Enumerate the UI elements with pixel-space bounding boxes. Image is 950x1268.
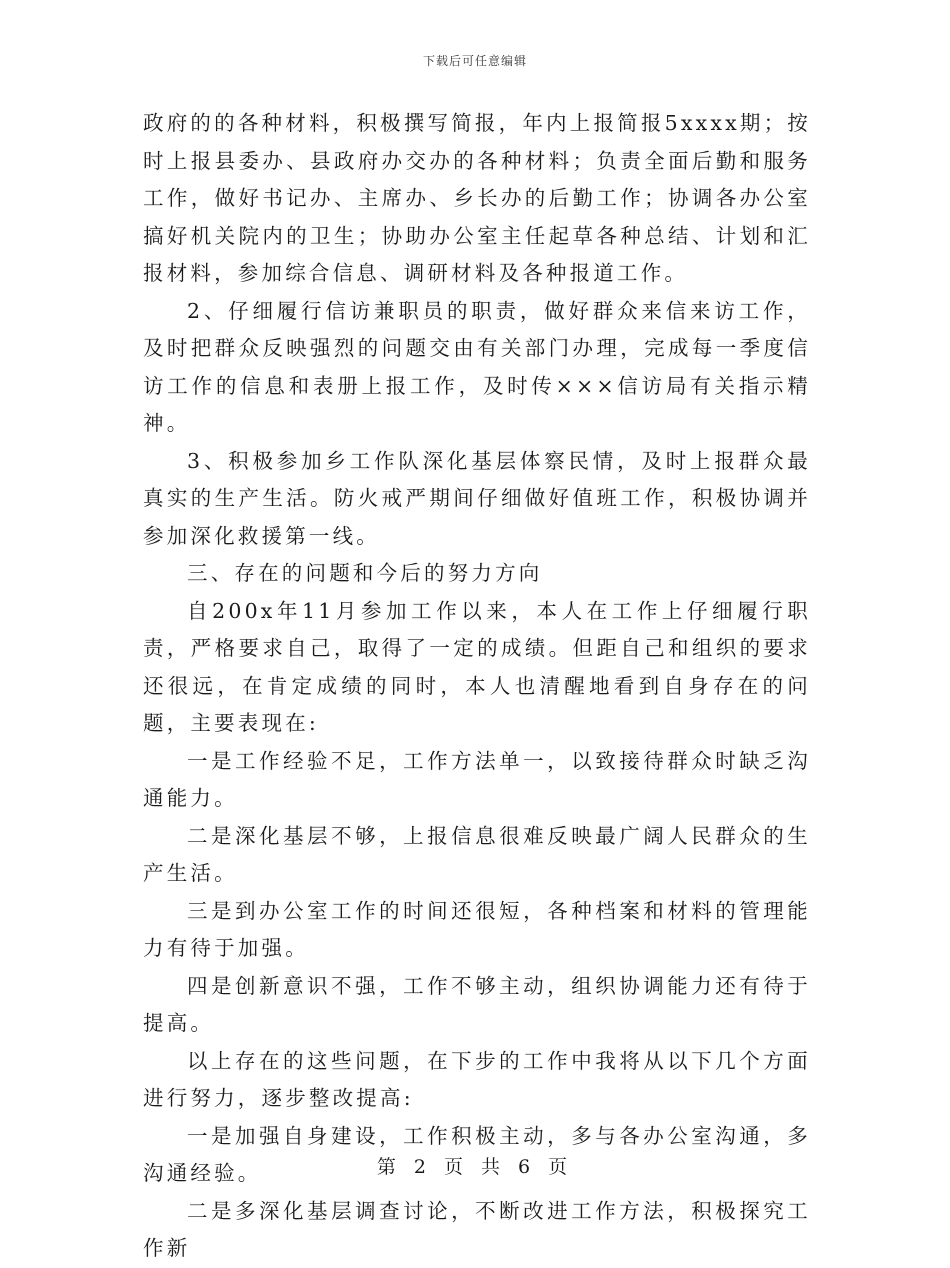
section-heading-problems: 三、存在的问题和今后的努力方向 <box>187 561 543 585</box>
paragraph-1: 政府的的各种材料，积极撰写简报，年内上报简报5xxxx期；按时上报县委办、县政府办交办的各种材料；负责全面后勤和服务工作，做好书记办、主席办、乡长办的后勤工作；协调各办公室搞好机关院内的卫生；协助办公室主任起草各种总结、计划和汇报材料，参加综合信息、调研材料及各种报道工作。 <box>143 111 811 285</box>
improvement-item-2: 二是多深化基层调查讨论，不断改进工作方法，积极探究工作新 <box>143 1198 811 1260</box>
problem-item-1: 一是工作经验不足，工作方法单一，以致接待群众时缺乏沟通能力。 <box>143 748 811 810</box>
problem-item-3: 三是到办公室工作的时间还很短，各种档案和材料的管理能力有待于加强。 <box>143 898 811 960</box>
page-header-note: 下载后可任意编辑 <box>422 54 527 68</box>
paragraph-2: 2、仔细履行信访兼职员的职责，做好群众来信来访工作，及时把群众反映强烈的问题交由有关部门办理，完成每一季度信访工作的信息和表册上报工作，及时传×××信访局有关指示精神。 <box>143 298 811 435</box>
problem-item-2: 二是深化基层不够，上报信息很难反映最广阔人民群众的生产生活。 <box>143 823 811 885</box>
improvement-item-1: 一是加强自身建设，工作积极主动，多与各办公室沟通，多沟通经验。 <box>143 1123 811 1185</box>
document-body <box>143 105 811 1268</box>
page-number-footer: 第 2 页 共 6 页 <box>376 1156 574 1178</box>
paragraph-10: 以上存在的这些问题，在下步的工作中我将从以下几个方面进行努力，逐步整改提高: <box>143 1048 811 1110</box>
problem-item-4: 四是创新意识不强，工作不够主动，组织协调能力还有待于提高。 <box>143 973 811 1035</box>
paragraph-3: 3、积极参加乡工作队深化基层体察民情，及时上报群众最真实的生产生活。防火戒严期间仔细做好值班工作，积极协调并参加深化救援第一线。 <box>143 448 811 548</box>
paragraph-5: 自200x年11月参加工作以来，本人在工作上仔细履行职责，严格要求自己，取得了一定的成绩。但距自己和组织的要求还很远，在肯定成绩的同时，本人也清醒地看到自身存在的问题，主要表现在: <box>143 598 811 735</box>
